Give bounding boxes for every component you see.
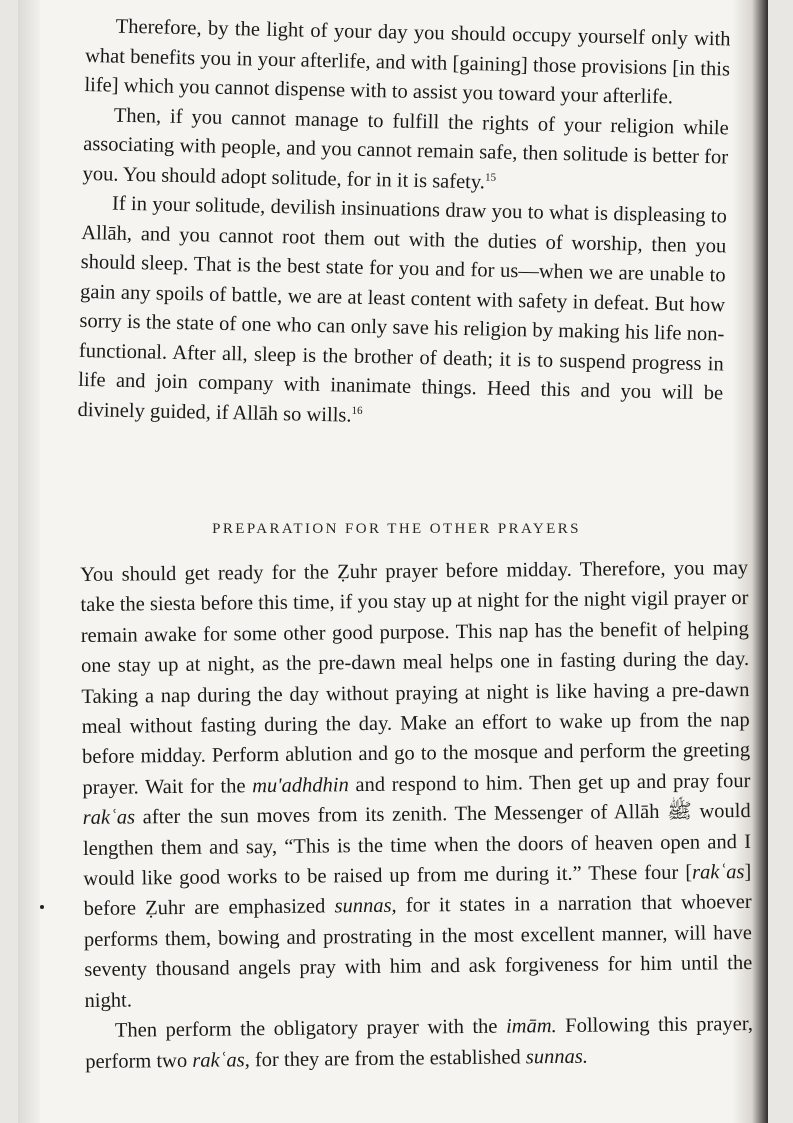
term-sunnas: sunnas, xyxy=(334,895,397,918)
term-muadhdhin: mu'adhdhin xyxy=(252,774,349,798)
paragraph-zuhr-preparation: You should get ready for the Ẓuhr prayer before midday. Therefore, you may take the siesta before this time, if you stay up at night for the night vigil prayer or remain awake for some other good purpose. This nap has the benefit of helping one stay up at night, as the pre-dawn meal helps one in fasting during the day. Taking a nap during the day without praying at night is like having a pre-dawn meal without fasting during the day. Make an effort to wake up from the nap before midday. Perform ablution and go to the mosque and perform the greeting prayer. Wait for the mu'adhdhin and respond to him. Then get up and pray four rakʿas after the sun moves from its zenith. The Messenger of Allāh ﷺ would lengthen them and say, “This is the time when the doors of heaven open and I would like good works to be raised up from me during it.” These four [rakʿas] before Ẓuhr are emphasized sunnas, for it states in a narration that whoever performs them, bowing and prostrating in the most excellent manner, will have seventy thousand angels pray with him and ask forgiveness for him until the night. xyxy=(80,557,753,1012)
top-text-section xyxy=(77,12,731,438)
bottom-text-section xyxy=(80,553,753,1077)
page-gutter-shadow xyxy=(18,0,40,1123)
term-sunnas: sunnas. xyxy=(525,1045,589,1068)
term-rakas: rakʿas, xyxy=(192,1048,250,1072)
term-rakas: rakʿas xyxy=(82,806,136,830)
footnote-marker: 16 xyxy=(351,404,363,417)
paragraph-provisions: Therefore, by the light of your day you should occupy yourself only with what benefits you in your afterlife, and with [gaining] those provisions [in this life] which you cannot dispense with to assist you toward your afterlife. xyxy=(84,15,731,109)
term-rakas: rakʿas xyxy=(691,861,745,884)
section-heading: PREPARATION FOR THE OTHER PRAYERS xyxy=(212,521,581,537)
paragraph-sleep: If in your solitude, devilish insinuations draw you to what is displeasing to Allāh, and you cannot root them out with the duties of worship, then you should sleep. That is the best state for you and for us—when we are unable to gain any spoils of battle, we are at least content with safety in defeat. But how sorry is the state of one who can only save his religion by making his life non-functional. After all, sleep is the brother of death; it is to suspend progress in life and join company with inanimate things. Heed this and you will be divinely guided, if Allāh so wills.$^{16}$ xyxy=(77,192,728,427)
ink-speck xyxy=(40,905,44,909)
paragraph-solitude: Then, if you cannot manage to fulfill the rights of your religion while associating with people, and you cannot remain safe, then solitude is better for you. You should adopt solitude, for in it is safety.$^{15}$ xyxy=(82,104,729,193)
term-imam: imām. xyxy=(505,1015,557,1038)
footnote-marker: 15 xyxy=(484,171,497,184)
paragraph-obligatory-prayer: Then perform the obligatory prayer with the imām. Following this prayer, perform two rakʿas, for they are from the established sunnas. xyxy=(85,1013,754,1073)
